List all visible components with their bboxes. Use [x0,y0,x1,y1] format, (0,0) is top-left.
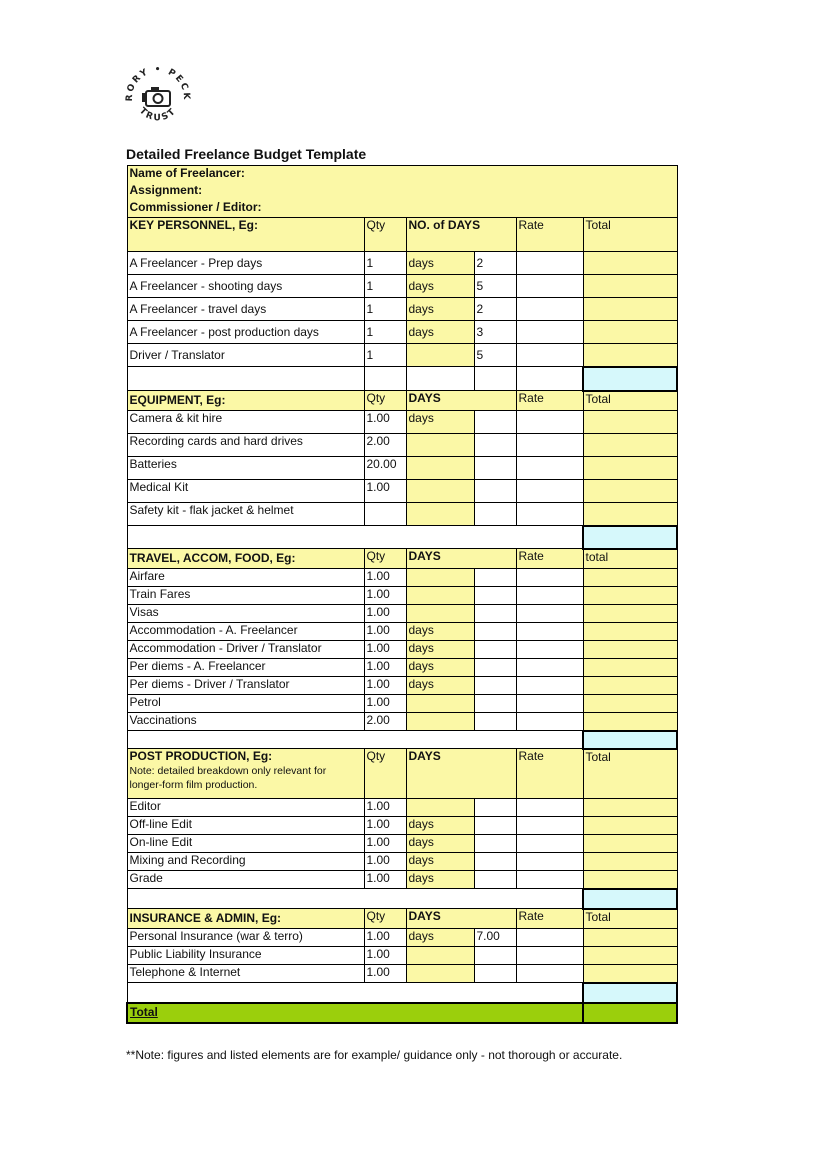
item-cell[interactable]: Accommodation - A. Freelancer [127,623,364,641]
table-row [127,835,677,853]
grand-total-label-cell [127,1003,583,1023]
unit-cell[interactable]: days [406,677,474,695]
subtotal-cell[interactable] [583,731,677,749]
post-production-heading: POST PRODUCTION, Eg: [129,749,273,763]
days-cell[interactable] [474,641,516,659]
days-header: DAYS [406,391,516,411]
unit-cell[interactable]: days [406,252,474,275]
days-cell[interactable] [474,434,516,457]
qty-cell[interactable]: 1.00 [364,677,406,695]
total-cell[interactable] [583,623,677,641]
rate-cell[interactable] [516,569,583,587]
rate-cell[interactable] [516,411,583,434]
qty-header: Qty [364,549,406,569]
rate-header: Rate [516,391,583,411]
table-row [127,799,677,817]
qty-cell[interactable]: 1.00 [364,569,406,587]
days-cell[interactable] [474,817,516,835]
footnote: **Note: figures and listed elements are for example/ guidance only - not thorough or accurate. [126,1048,623,1062]
unit-cell[interactable] [406,695,474,713]
total-header: Total [583,391,677,411]
total-cell[interactable] [583,252,677,275]
table-row [127,480,677,503]
days-header: DAYS [406,549,516,569]
subtotal-cell[interactable] [583,367,677,391]
rate-cell[interactable] [516,695,583,713]
total-cell[interactable] [583,298,677,321]
total-header: Total [583,749,677,799]
qty-cell[interactable]: 1 [364,344,406,367]
item-cell[interactable]: Personal Insurance (war & terro) [127,929,364,947]
days-cell[interactable] [474,947,516,965]
qty-cell[interactable]: 1.00 [364,659,406,677]
unit-cell[interactable] [406,799,474,817]
qty-cell[interactable]: 1.00 [364,480,406,503]
days-cell[interactable]: 5 [474,275,516,298]
total-cell[interactable] [583,659,677,677]
rate-cell[interactable] [516,503,583,526]
table-row [127,275,677,298]
subtotal-cell[interactable] [583,889,677,909]
rate-cell[interactable] [516,480,583,503]
days-cell[interactable] [474,713,516,731]
table-row [127,929,677,947]
item-cell[interactable]: Airfare [127,569,364,587]
item-cell[interactable]: Visas [127,605,364,623]
subtotal-row [127,983,677,1003]
total-header: total [583,549,677,569]
unit-cell[interactable] [406,434,474,457]
rate-cell[interactable] [516,929,583,947]
post-production-note: Note: detailed breakdown only relevant for longer-form film production. [129,765,327,791]
total-cell[interactable] [583,677,677,695]
unit-cell[interactable] [406,344,474,367]
item-cell[interactable]: Editor [127,799,364,817]
item-cell[interactable]: Accommodation - Driver / Translator [127,641,364,659]
qty-cell[interactable]: 1.00 [364,605,406,623]
item-cell[interactable]: A Freelancer - shooting days [127,275,364,298]
total-cell[interactable] [583,695,677,713]
table-row [127,569,677,587]
total-cell[interactable] [583,569,677,587]
total-cell[interactable] [583,503,677,526]
qty-cell[interactable]: 1 [364,321,406,344]
days-cell[interactable] [474,411,516,434]
days-cell[interactable] [474,695,516,713]
qty-cell[interactable]: 1.00 [364,623,406,641]
qty-cell[interactable]: 1 [364,275,406,298]
total-header: Total [583,218,677,252]
total-cell[interactable] [583,799,677,817]
post-production-header [127,749,677,799]
total-cell[interactable] [583,321,677,344]
days-cell[interactable] [474,659,516,677]
table-row [127,298,677,321]
days-cell[interactable] [474,871,516,889]
table-row [127,817,677,835]
insurance-header [127,909,677,929]
qty-cell[interactable]: 1.00 [364,947,406,965]
unit-cell[interactable] [406,947,474,965]
rate-cell[interactable] [516,298,583,321]
unit-cell[interactable]: days [406,817,474,835]
unit-cell[interactable] [406,569,474,587]
rate-header: Rate [516,549,583,569]
subtotal-row [127,526,677,549]
total-cell[interactable] [583,853,677,871]
item-cell[interactable]: Grade [127,871,364,889]
travel-heading: TRAVEL, ACCOM, FOOD, Eg: [127,549,364,569]
insurance-heading: INSURANCE & ADMIN, Eg: [127,909,364,929]
qty-cell[interactable]: 2.00 [364,713,406,731]
equipment-heading: EQUIPMENT, Eg: [127,391,364,411]
days-header: NO. of DAYS [406,218,516,252]
item-cell[interactable]: Recording cards and hard drives [127,434,364,457]
qty-cell[interactable]: 1.00 [364,799,406,817]
rate-cell[interactable] [516,817,583,835]
qty-cell[interactable]: 1.00 [364,871,406,889]
qty-cell[interactable]: 1.00 [364,835,406,853]
qty-cell[interactable]: 20.00 [364,457,406,480]
travel-header [127,549,677,569]
rate-cell[interactable] [516,344,583,367]
qty-cell[interactable]: 1 [364,298,406,321]
rate-cell[interactable] [516,623,583,641]
grand-total-value[interactable] [583,1003,677,1023]
rate-cell[interactable] [516,713,583,731]
table-row [127,641,677,659]
table-row [127,713,677,731]
days-cell[interactable]: 5 [474,344,516,367]
total-cell[interactable] [583,871,677,889]
table-row [127,605,677,623]
item-cell[interactable]: A Freelancer - Prep days [127,252,364,275]
days-cell[interactable] [474,965,516,983]
days-cell[interactable] [474,623,516,641]
qty-cell[interactable]: 1.00 [364,965,406,983]
qty-header: Qty [364,749,406,799]
table-row [127,853,677,871]
rate-cell[interactable] [516,853,583,871]
qty-cell[interactable]: 1.00 [364,411,406,434]
table-row [127,965,677,983]
table-row [127,871,677,889]
days-cell[interactable] [474,587,516,605]
unit-cell[interactable]: days [406,623,474,641]
table-row [127,695,677,713]
item-cell[interactable]: Public Liability Insurance [127,947,364,965]
item-cell[interactable]: Batteries [127,457,364,480]
days-cell[interactable] [474,503,516,526]
svg-text:RORY • PECK: RORY • PECK [124,64,192,102]
days-header: DAYS [406,749,516,799]
subtotal-row [127,367,677,391]
days-cell[interactable] [474,853,516,871]
unit-cell[interactable]: days [406,871,474,889]
days-cell[interactable]: 2 [474,298,516,321]
total-cell[interactable] [583,929,677,947]
rate-cell[interactable] [516,947,583,965]
item-cell[interactable]: Telephone & Internet [127,965,364,983]
subtotal-row [127,731,677,749]
budget-table [126,165,678,1024]
item-cell[interactable]: Per diems - A. Freelancer [127,659,364,677]
qty-cell[interactable]: 1.00 [364,587,406,605]
total-cell[interactable] [583,344,677,367]
subtotal-cell[interactable] [583,526,677,549]
rate-cell[interactable] [516,641,583,659]
unit-cell[interactable]: days [406,641,474,659]
grand-total-label: Total [130,1005,158,1019]
item-cell[interactable]: Off-line Edit [127,817,364,835]
days-cell[interactable]: 7.00 [474,929,516,947]
item-cell[interactable]: A Freelancer - post production days [127,321,364,344]
rate-header: Rate [516,909,583,929]
rate-cell[interactable] [516,871,583,889]
qty-header: Qty [364,391,406,411]
total-cell[interactable] [583,275,677,298]
rory-peck-trust-logo [122,60,194,132]
table-row [127,434,677,457]
table-row [127,252,677,275]
table-row [127,344,677,367]
rate-cell[interactable] [516,587,583,605]
unit-cell[interactable] [406,713,474,731]
rate-cell[interactable] [516,965,583,983]
rate-cell[interactable] [516,434,583,457]
unit-cell[interactable]: days [406,411,474,434]
item-cell[interactable]: On-line Edit [127,835,364,853]
rate-header: Rate [516,218,583,252]
days-cell[interactable] [474,677,516,695]
rate-cell[interactable] [516,605,583,623]
info-row-commissioner [127,200,677,218]
total-cell[interactable] [583,434,677,457]
freelancer-label[interactable]: Name of Freelancer: [127,166,677,183]
rate-cell[interactable] [516,457,583,480]
table-row [127,677,677,695]
table-row [127,623,677,641]
qty-cell[interactable] [364,503,406,526]
rate-cell[interactable] [516,252,583,275]
item-cell[interactable]: Train Fares [127,587,364,605]
days-cell[interactable] [474,480,516,503]
total-cell[interactable] [583,605,677,623]
qty-cell[interactable]: 1.00 [364,641,406,659]
key-personnel-heading: KEY PERSONNEL, Eg: [127,218,364,252]
item-cell[interactable]: Mixing and Recording [127,853,364,871]
rate-header: Rate [516,749,583,799]
info-row-assignment [127,183,677,200]
table-row [127,947,677,965]
equipment-header [127,391,677,411]
days-cell[interactable]: 2 [474,252,516,275]
days-header: DAYS [406,909,516,929]
item-cell[interactable]: Camera & kit hire [127,411,364,434]
qty-header: Qty [364,218,406,252]
total-cell[interactable] [583,587,677,605]
subtotal-cell[interactable] [583,983,677,1003]
unit-cell[interactable] [406,965,474,983]
qty-header: Qty [364,909,406,929]
total-cell[interactable] [583,480,677,503]
total-cell[interactable] [583,965,677,983]
item-cell[interactable]: A Freelancer - travel days [127,298,364,321]
unit-cell[interactable]: days [406,853,474,871]
qty-cell[interactable]: 2.00 [364,434,406,457]
days-cell[interactable] [474,605,516,623]
qty-cell[interactable]: 1.00 [364,817,406,835]
rate-cell[interactable] [516,835,583,853]
unit-cell[interactable]: days [406,929,474,947]
total-header: Total [583,909,677,929]
qty-cell[interactable]: 1.00 [364,853,406,871]
item-cell[interactable]: Petrol [127,695,364,713]
info-row-freelancer [127,166,677,183]
table-row [127,457,677,480]
days-cell[interactable] [474,457,516,480]
unit-cell[interactable] [406,457,474,480]
svg-text:TRUST: TRUST [137,106,179,124]
total-cell[interactable] [583,835,677,853]
unit-cell[interactable]: days [406,275,474,298]
unit-cell[interactable]: days [406,321,474,344]
table-row [127,411,677,434]
table-row [127,503,677,526]
assignment-label[interactable]: Assignment: [127,183,677,200]
table-row [127,587,677,605]
commissioner-label[interactable]: Commissioner / Editor: [127,200,677,218]
rate-cell[interactable] [516,275,583,298]
qty-cell[interactable]: 1.00 [364,695,406,713]
unit-cell[interactable]: days [406,298,474,321]
total-cell[interactable] [583,713,677,731]
rate-cell[interactable] [516,799,583,817]
total-cell[interactable] [583,947,677,965]
days-cell[interactable] [474,799,516,817]
item-cell[interactable]: Safety kit - flak jacket & helmet [127,503,364,526]
total-cell[interactable] [583,641,677,659]
grand-total-row [127,1003,677,1023]
item-cell[interactable]: Per diems - Driver / Translator [127,677,364,695]
table-row [127,321,677,344]
rate-cell[interactable] [516,659,583,677]
unit-cell[interactable] [406,587,474,605]
subtotal-row [127,889,677,909]
item-cell[interactable]: Driver / Translator [127,344,364,367]
total-cell[interactable] [583,817,677,835]
total-cell[interactable] [583,457,677,480]
total-cell[interactable] [583,411,677,434]
key-personnel-header [127,218,677,252]
unit-cell[interactable]: days [406,835,474,853]
document-title: Detailed Freelance Budget Template [126,146,367,162]
post-production-heading-cell [127,749,364,799]
qty-cell[interactable]: 1.00 [364,929,406,947]
days-cell[interactable] [474,569,516,587]
qty-cell[interactable]: 1 [364,252,406,275]
unit-cell[interactable] [406,480,474,503]
rate-cell[interactable] [516,677,583,695]
item-cell[interactable]: Medical Kit [127,480,364,503]
days-cell[interactable]: 3 [474,321,516,344]
table-row [127,659,677,677]
rate-cell[interactable] [516,321,583,344]
unit-cell[interactable] [406,605,474,623]
unit-cell[interactable] [406,503,474,526]
item-cell[interactable]: Vaccinations [127,713,364,731]
days-cell[interactable] [474,835,516,853]
unit-cell[interactable]: days [406,659,474,677]
